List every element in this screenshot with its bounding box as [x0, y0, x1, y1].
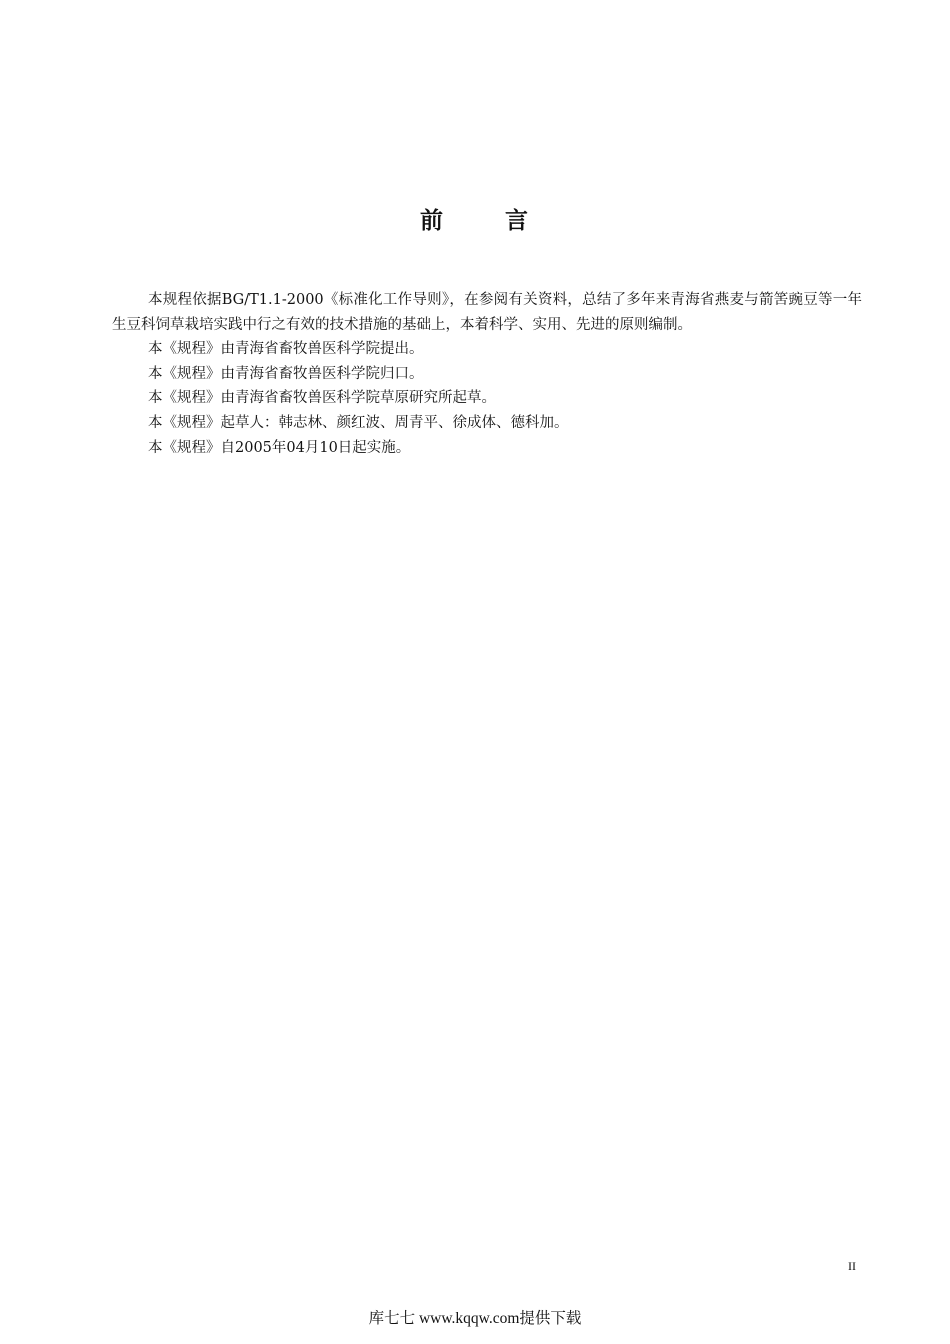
paragraph-drafted-by: 本《规程》由青海省畜牧兽医科学院草原研究所起草。 [148, 390, 496, 407]
paragraph-drafters: 本《规程》起草人：韩志林、颜红波、周青平、徐成体、德科加。 [148, 414, 569, 431]
paragraph-managed-by: 本《规程》由青海省畜牧兽医科学院归口。 [148, 365, 424, 382]
title-char-1: 前 [420, 208, 445, 234]
page-title [0, 202, 950, 235]
paragraph-effective-date: 本《规程》自2005年04月10日起实施。 [148, 439, 411, 456]
page-number: II [848, 1259, 856, 1273]
footer-watermark: 库七七 www.kqqw.com提供下载 [368, 1310, 582, 1327]
title-char-2: 言 [505, 208, 530, 234]
paragraph-basis: 本规程依据BG/T1.1-2000《标准化工作导则》，在参阅有关资料，总结了多年来青海省燕麦与箭筈豌豆等一年生豆科饲草栽培实践中行之有效的技术措施的基础上，本着科学、实用、先进的原则编制。 [112, 292, 862, 333]
paragraph-proposed-by: 本《规程》由青海省畜牧兽医科学院提出。 [148, 341, 424, 358]
foreword-body [112, 288, 862, 460]
